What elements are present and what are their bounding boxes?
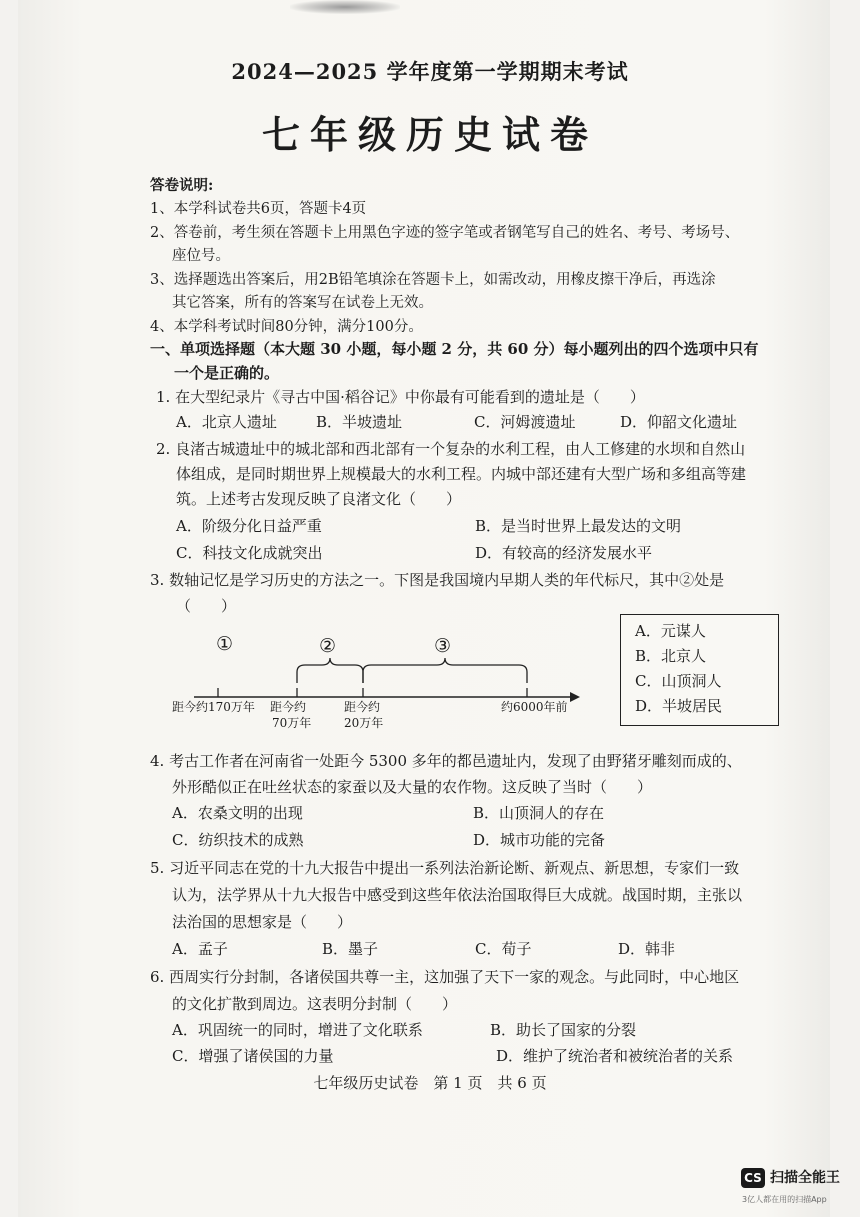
q5-option-d[interactable]: D．韩非 [618, 940, 676, 958]
q1-option-d[interactable]: D．仰韶文化遗址 [620, 413, 738, 431]
question-2-stem: 筑。上述考古发现反映了良渚文化（ ） [176, 490, 462, 508]
question-5-stem: 认为，法学界从十九大报告中感受到这些年依法治国取得巨大成就。战国时期，主张以 [172, 886, 743, 904]
q4-option-c[interactable]: C．纺织技术的成熟 [172, 831, 304, 849]
q6-option-d[interactable]: D．维护了统治者和被统治者的关系 [496, 1047, 734, 1065]
bracket-2 [297, 658, 363, 683]
question-6-stem: 的文化扩散到周边。这表明分封制（ ） [172, 995, 458, 1013]
q6-option-a[interactable]: A．巩固统一的同时，增进了文化联系 [172, 1021, 423, 1039]
q3-option-c[interactable]: C．山顶洞人 [635, 672, 722, 690]
timeline-marker-1: ① [216, 633, 234, 655]
q5-option-b[interactable]: B．墨子 [322, 940, 379, 958]
timeline-marker-2: ② [319, 635, 337, 657]
q6-option-c[interactable]: C．增强了诸侯国的力量 [172, 1047, 334, 1065]
question-2-stem: 2. 良渚古城遗址中的城北部和西北部有一个复杂的水利工程，由人工修建的水坝和自然山 [156, 440, 746, 458]
q3-option-a[interactable]: A．元谋人 [635, 622, 706, 640]
timeline-label: 距今约 [270, 700, 307, 714]
question-1-stem: 1. 在大型纪录片《寻古中国·稻谷记》中你最有可能看到的遗址是（ ） [156, 388, 645, 406]
q1-option-c[interactable]: C．河姆渡遗址 [474, 413, 576, 431]
instruction-item: 1、本学科试卷共6页，答题卡4页 [150, 201, 367, 217]
camscanner-logo-icon: CS [741, 1168, 765, 1188]
q6-option-b[interactable]: B．助长了国家的分裂 [490, 1021, 637, 1039]
instructions-heading: 答卷说明: [150, 177, 214, 194]
question-4-stem: 4. 考古工作者在河南省一处距今 5300 多年的都邑遗址内，发现了由野猪牙雕刻而成的、 [150, 752, 742, 770]
timeline-label: 约6000年前 [501, 700, 568, 714]
q4-option-d[interactable]: D．城市功能的完备 [473, 831, 606, 849]
bracket-3 [363, 658, 527, 683]
q3-options-box [620, 614, 779, 726]
question-3-stem: 3. 数轴记忆是学习历史的方法之一。下图是我国境内早期人类的年代标尺，其中②处是 [150, 571, 725, 589]
q3-option-b[interactable]: B．北京人 [635, 647, 707, 665]
section-heading: 一、单项选择题（本大题 30 小题，每小题 2 分，共 60 分）每小题列出的四个选项中只有 [150, 340, 759, 358]
question-5-stem: 法治国的思想家是（ ） [172, 913, 353, 931]
timeline-label: 20万年 [344, 716, 384, 730]
instruction-item: 4、本学科考试时间80分钟，满分100分。 [150, 319, 423, 335]
instruction-item: 3、选择题选出答案后，用2B铅笔填涂在答题卡上，如需改动，用橡皮擦干净后，再选涂 [150, 272, 716, 288]
q1-option-a[interactable]: A．北京人遗址 [176, 413, 277, 431]
q4-option-a[interactable]: A．农桑文明的出现 [172, 804, 303, 822]
exam-title: 2024—2025 学年度第一学期期末考试 [231, 59, 629, 84]
q1-option-b[interactable]: B．半坡遗址 [316, 413, 403, 431]
timeline-label: 距今约170万年 [172, 700, 255, 714]
instruction-item: 座位号。 [172, 248, 230, 264]
exam-subtitle: 七年级历史试卷 [261, 113, 598, 157]
q4-option-b[interactable]: B．山顶洞人的存在 [473, 804, 605, 822]
section-heading-cont: 一个是正确的。 [174, 364, 280, 382]
timeline-marker-3: ③ [434, 635, 452, 657]
timeline-label: 70万年 [272, 716, 312, 730]
instruction-item: 其它答案，所有的答案写在试卷上无效。 [172, 295, 433, 311]
question-6-stem: 6. 西周实行分封制，各诸侯国共尊一主，这加强了天下一家的观念。与此同时，中心地区 [150, 968, 740, 986]
timeline-label: 距今约 [344, 700, 381, 714]
watermark-brand: 扫描全能王 [770, 1170, 840, 1186]
question-4-stem: 外形酷似正在吐丝状态的家蚕以及大量的农作物。这反映了当时（ ） [172, 778, 653, 796]
watermark-tagline: 3亿人都在用的扫描App [742, 1195, 827, 1204]
question-2-stem: 体组成，是同时期世界上规模最大的水利工程。内城中部还建有大型广场和多组高等建 [176, 465, 747, 483]
q2-option-a[interactable]: A．阶级分化日益严重 [176, 517, 322, 535]
q2-option-c[interactable]: C．科技文化成就突出 [176, 544, 323, 562]
page-footer: 七年级历史试卷 第 1 页 共 6 页 [313, 1074, 547, 1092]
q2-option-d[interactable]: D．有较高的经济发展水平 [475, 544, 653, 562]
q5-option-a[interactable]: A．孟子 [172, 940, 228, 958]
question-5-stem: 5. 习近平同志在党的十九大报告中提出一系列法治新论断、新观点、新思想，专家们一致 [150, 859, 740, 877]
question-3-stem: （ ） [176, 597, 237, 615]
instruction-item: 2、答卷前，考生须在答题卡上用黑色字迹的签字笔或者钢笔写自己的姓名、考号、考场号、 [150, 225, 740, 241]
q3-option-d[interactable]: D．半坡居民 [635, 697, 723, 715]
q5-option-c[interactable]: C．荀子 [475, 940, 532, 958]
timeline-arrow-icon [570, 692, 580, 702]
q2-option-b[interactable]: B．是当时世界上最发达的文明 [475, 517, 682, 535]
